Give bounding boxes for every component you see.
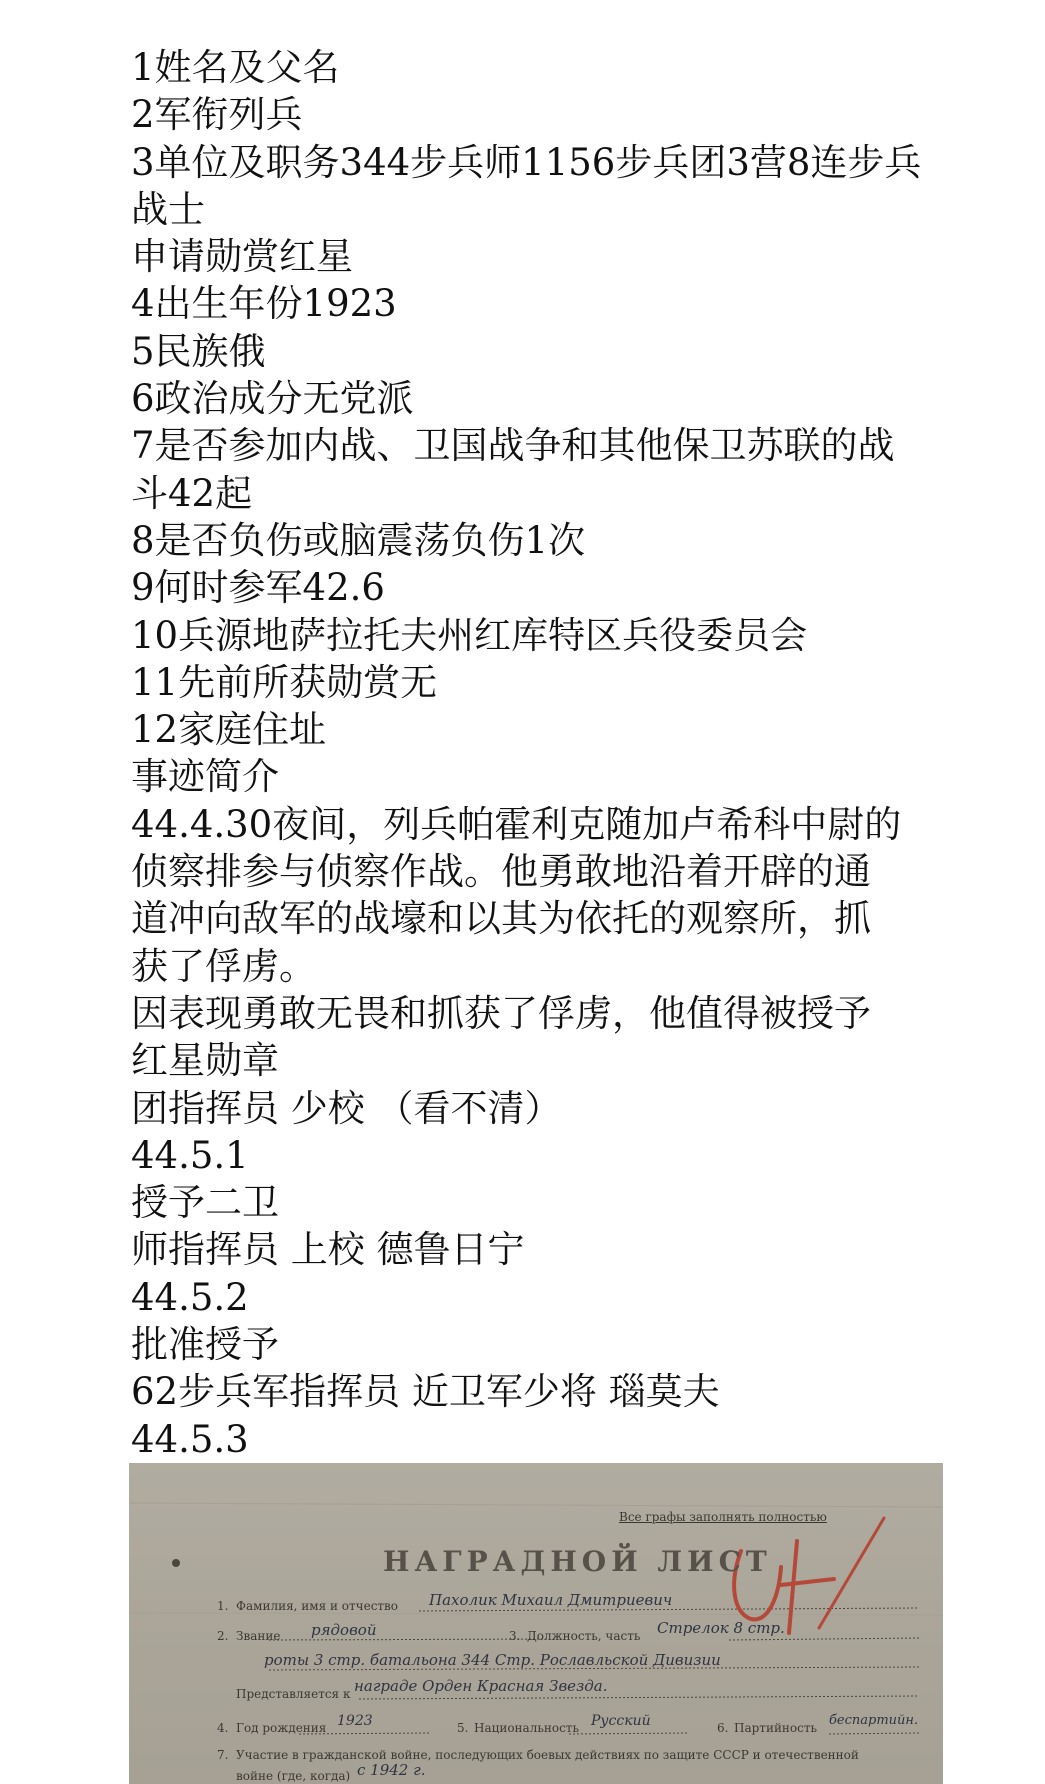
row-number: 4. bbox=[217, 1721, 229, 1735]
field-label: Звание bbox=[236, 1629, 281, 1643]
field-label: Национальность bbox=[474, 1721, 579, 1735]
text-line: 1姓名及父名 bbox=[131, 46, 340, 89]
text-line: 5民族俄 bbox=[131, 329, 266, 373]
text-line: 3单位及职务344步兵师1156步兵团3营8连步兵 bbox=[131, 140, 922, 184]
handwritten-value: 1923 bbox=[337, 1713, 373, 1729]
text-line: 侦察排参与侦察作战。他勇敢地沿着开辟的通 bbox=[131, 850, 871, 894]
text-line: 道冲向敌军的战壕和以其为依托的观察所，抓 bbox=[131, 897, 871, 941]
handwritten-value: Стрелок 8 стр. bbox=[657, 1619, 785, 1637]
field-label: войне (где, когда) bbox=[236, 1769, 351, 1783]
text-line: 11先前所获勋赏无 bbox=[131, 660, 438, 704]
text-line: 批准授予 bbox=[131, 1323, 279, 1367]
award-sheet-scan bbox=[129, 1463, 943, 1784]
text-line: 44.4.30夜间，列兵帕霍利克随加卢希科中尉的 bbox=[131, 802, 902, 846]
field-label: Год рождения bbox=[236, 1721, 327, 1735]
handwritten-value: Русский bbox=[591, 1713, 651, 1729]
text-line: 10兵源地萨拉托夫州红库特区兵役委员会 bbox=[131, 613, 808, 657]
text-line: 战士 bbox=[131, 187, 205, 231]
text-line: 斗42起 bbox=[131, 471, 253, 515]
text-line: 获了俘虏。 bbox=[131, 944, 316, 988]
text-line: 2军衔列兵 bbox=[131, 93, 303, 137]
row-number: 3. bbox=[509, 1629, 521, 1643]
text-line: 44.5.3 bbox=[131, 1417, 249, 1461]
field-label: Должность, часть bbox=[527, 1629, 641, 1643]
handwritten-value: роты 3 стр. батальона 344 Стр. Рославльской Дивизии bbox=[264, 1651, 721, 1669]
text-line: 6政治成分无党派 bbox=[131, 377, 414, 421]
text-line: 9何时参军42.6 bbox=[131, 566, 385, 610]
text-line: 8是否负伤或脑震荡负伤1次 bbox=[131, 518, 586, 562]
handwritten-value: награде Орден Красная Звезда. bbox=[354, 1677, 608, 1695]
field-label: Фамилия, имя и отчество bbox=[236, 1599, 399, 1613]
text-line: 7是否参加内战、卫国战争和其他保卫苏联的战 bbox=[131, 424, 895, 468]
field-label: Участие в гражданской войне, последующих боевых действиях по защите СССР и отечественной bbox=[236, 1748, 859, 1762]
translation-text bbox=[131, 44, 951, 1463]
sheet-title: НАГРАДНОЙ ЛИСТ bbox=[383, 1545, 772, 1578]
text-line: 团指挥员 少校 （看不清） bbox=[131, 1086, 562, 1130]
handwritten-value: рядовой bbox=[311, 1621, 377, 1639]
text-line: 授予二卫 bbox=[131, 1181, 279, 1225]
handwritten-value: беспартийн. bbox=[829, 1713, 919, 1728]
field-label: Представляется к bbox=[236, 1687, 351, 1701]
text-line: 44.5.2 bbox=[131, 1275, 249, 1319]
row-number: 5. bbox=[457, 1721, 469, 1735]
text-line: 62步兵军指挥员 近卫军少将 瑙莫夫 bbox=[131, 1370, 720, 1414]
handwritten-value: с 1942 г. bbox=[357, 1761, 426, 1779]
text-line: 师指挥员 上校 德鲁日宁 bbox=[131, 1228, 525, 1272]
row-number: 2. bbox=[217, 1629, 229, 1643]
handwritten-value: Пахолик Михаил Дмитриевич bbox=[429, 1591, 673, 1609]
text-line: 因表现勇敢无畏和抓获了俘虏，他值得被授予 bbox=[131, 991, 871, 1035]
row-number: 6. bbox=[717, 1721, 729, 1735]
text-line: 申请勋赏红星 bbox=[131, 235, 353, 279]
text-line: 12家庭住址 bbox=[131, 708, 327, 752]
text-line: 4出生年份1923 bbox=[131, 282, 397, 326]
text-line: 44.5.1 bbox=[131, 1133, 249, 1177]
row-number: 1. bbox=[217, 1599, 229, 1613]
header-note: Все графы заполнять полностью bbox=[619, 1510, 827, 1524]
text-line: 事迹简介 bbox=[131, 755, 279, 799]
field-label: Партийность bbox=[734, 1721, 818, 1735]
row-number: 7. bbox=[217, 1748, 229, 1762]
text-line: 红星勋章 bbox=[131, 1039, 279, 1083]
